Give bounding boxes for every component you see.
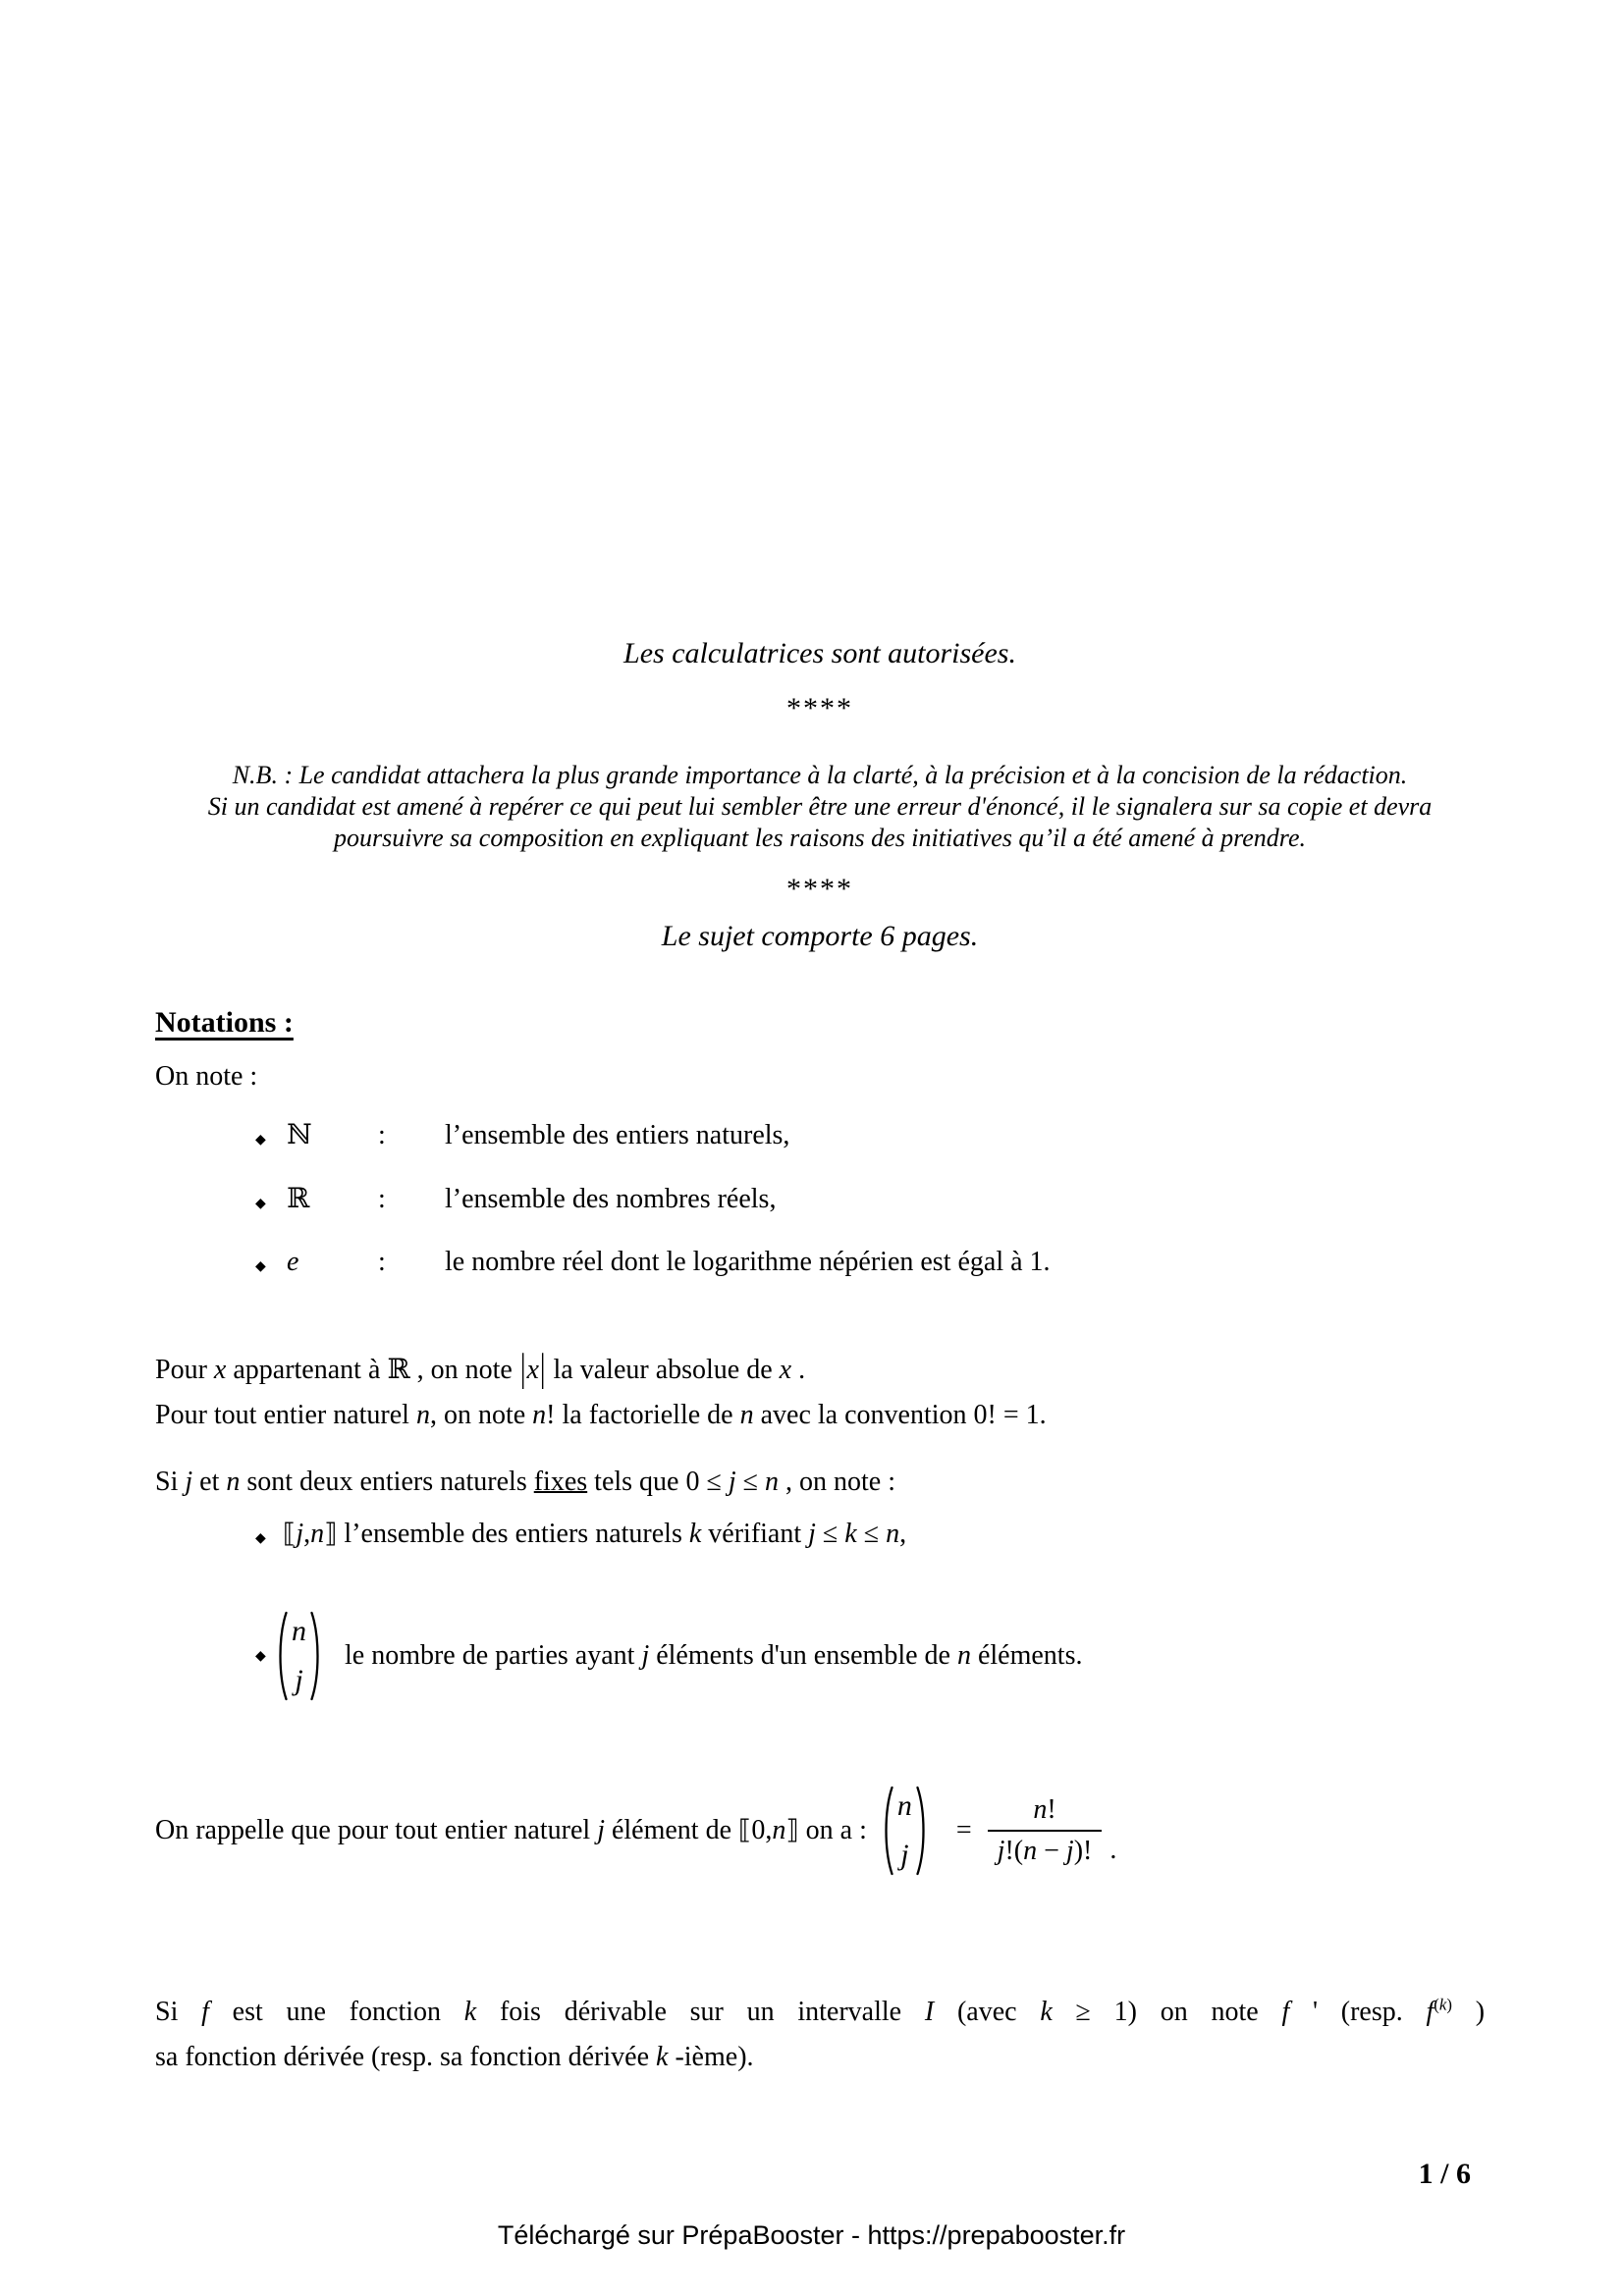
fraction <box>988 1794 1103 1867</box>
page-number: 1 / 6 <box>1418 2158 1471 2190</box>
binomial-top: n <box>896 1789 912 1822</box>
euler-symbol: e <box>287 1247 299 1277</box>
reals-description: l’ensemble des nombres réels, <box>445 1184 777 1214</box>
absolute-value-statement: Pour x appartenant à ℝ , on note |x| la valeur absolue de x . <box>155 1346 806 1391</box>
binomial-bottom: j <box>295 1664 303 1696</box>
fraction-numerator: n! <box>1033 1794 1056 1825</box>
colon-separator: : <box>378 1120 386 1150</box>
sentence-period: . <box>1109 1835 1117 1865</box>
notations-heading: Notations : <box>155 1006 294 1039</box>
pages-count-note: Le sujet comporte 6 pages. <box>661 920 979 952</box>
binomial-description: le nombre de parties ayant j éléments d'un ensemble de n éléments. <box>345 1640 1083 1671</box>
notations-intro: On note : <box>155 1061 258 1092</box>
binomial-top: n <box>292 1615 306 1647</box>
right-paren-icon <box>309 1611 325 1701</box>
interval-notation-item <box>155 1511 1485 1562</box>
colon-separator: : <box>378 1184 386 1214</box>
notation-item-naturals <box>155 1115 1485 1159</box>
separator-stars-top: **** <box>786 692 853 724</box>
reals-symbol: ℝ <box>287 1182 310 1214</box>
left-paren-icon <box>273 1611 289 1701</box>
naturals-description: l’ensemble des entiers naturels, <box>445 1120 790 1150</box>
bullet-diamond-icon: ◆ <box>255 1132 266 1148</box>
interval-notation-text: ⟦j,n⟧ l’ensemble des entiers naturels k vérifiant j ≤ k ≤ n, <box>283 1519 907 1549</box>
bullet-diamond-icon: ◆ <box>255 1648 266 1664</box>
binomial-notation-item <box>155 1609 1485 1703</box>
binomial-recall-formula <box>155 1782 1485 1880</box>
nb-notice-line: poursuivre sa composition en expliquant les raisons des initiatives qu’il a été amené à prendre. <box>333 824 1307 852</box>
binomial-column <box>897 1791 912 1870</box>
binomial-column <box>292 1617 306 1695</box>
bullet-diamond-icon: ◆ <box>255 1258 266 1274</box>
derivative-note-line1: Si f est une fonction k fois dérivable sur un intervalle I (avec k ≥ 1) on note f ' (resp. $f^{(k)}$ ) <box>155 1995 1486 2027</box>
fixed-integers-intro: Si j et n sont deux entiers naturels fixes tels que 0 ≤ j ≤ n , on note : <box>155 1467 896 1497</box>
notation-item-reals <box>155 1179 1485 1223</box>
bullet-diamond-icon: ◆ <box>255 1196 266 1211</box>
notation-item-euler <box>155 1243 1485 1286</box>
binomial-coefficient <box>879 1786 931 1876</box>
nb-notice <box>155 760 1485 854</box>
euler-description: le nombre réel dont le logarithme népérien est égal à 1. <box>445 1247 1051 1277</box>
download-footer: Téléchargé sur PrépaBooster - https://prepabooster.fr <box>497 2220 1126 2250</box>
page-title: Les calculatrices sont autorisées. <box>623 637 1016 669</box>
recall-intro: On rappelle que pour tout entier naturel j élément de ⟦0,n⟧ on a : <box>155 1815 867 1845</box>
separator-stars-bottom: **** <box>786 873 853 905</box>
equals-sign: = <box>955 1815 972 1845</box>
factorial-statement: Pour tout entier naturel n, on note n! la factorielle de n avec la convention 0! = 1. <box>155 1400 1047 1430</box>
fraction-denominator: j!(n − j)! <box>988 1830 1103 1867</box>
naturals-symbol: ℕ <box>287 1118 312 1150</box>
derivative-note-line2: sa fonction dérivée (resp. sa fonction dérivée k -ième). <box>155 2042 754 2072</box>
bullet-diamond-icon: ◆ <box>255 1530 266 1546</box>
nb-notice-line: Si un candidat est amené à repérer ce qui peut lui sembler être une erreur d'énoncé, il le signalera sur sa copie et devra <box>207 792 1433 821</box>
binomial-bottom: j <box>900 1839 909 1871</box>
binomial-coefficient <box>273 1611 325 1701</box>
left-paren-icon <box>879 1786 894 1876</box>
colon-separator: : <box>378 1247 386 1277</box>
right-paren-icon <box>915 1786 931 1876</box>
nb-notice-line: N.B. : Le candidat attachera la plus grande importance à la clarté, à la précision et à la concision de la rédaction. <box>232 761 1408 789</box>
